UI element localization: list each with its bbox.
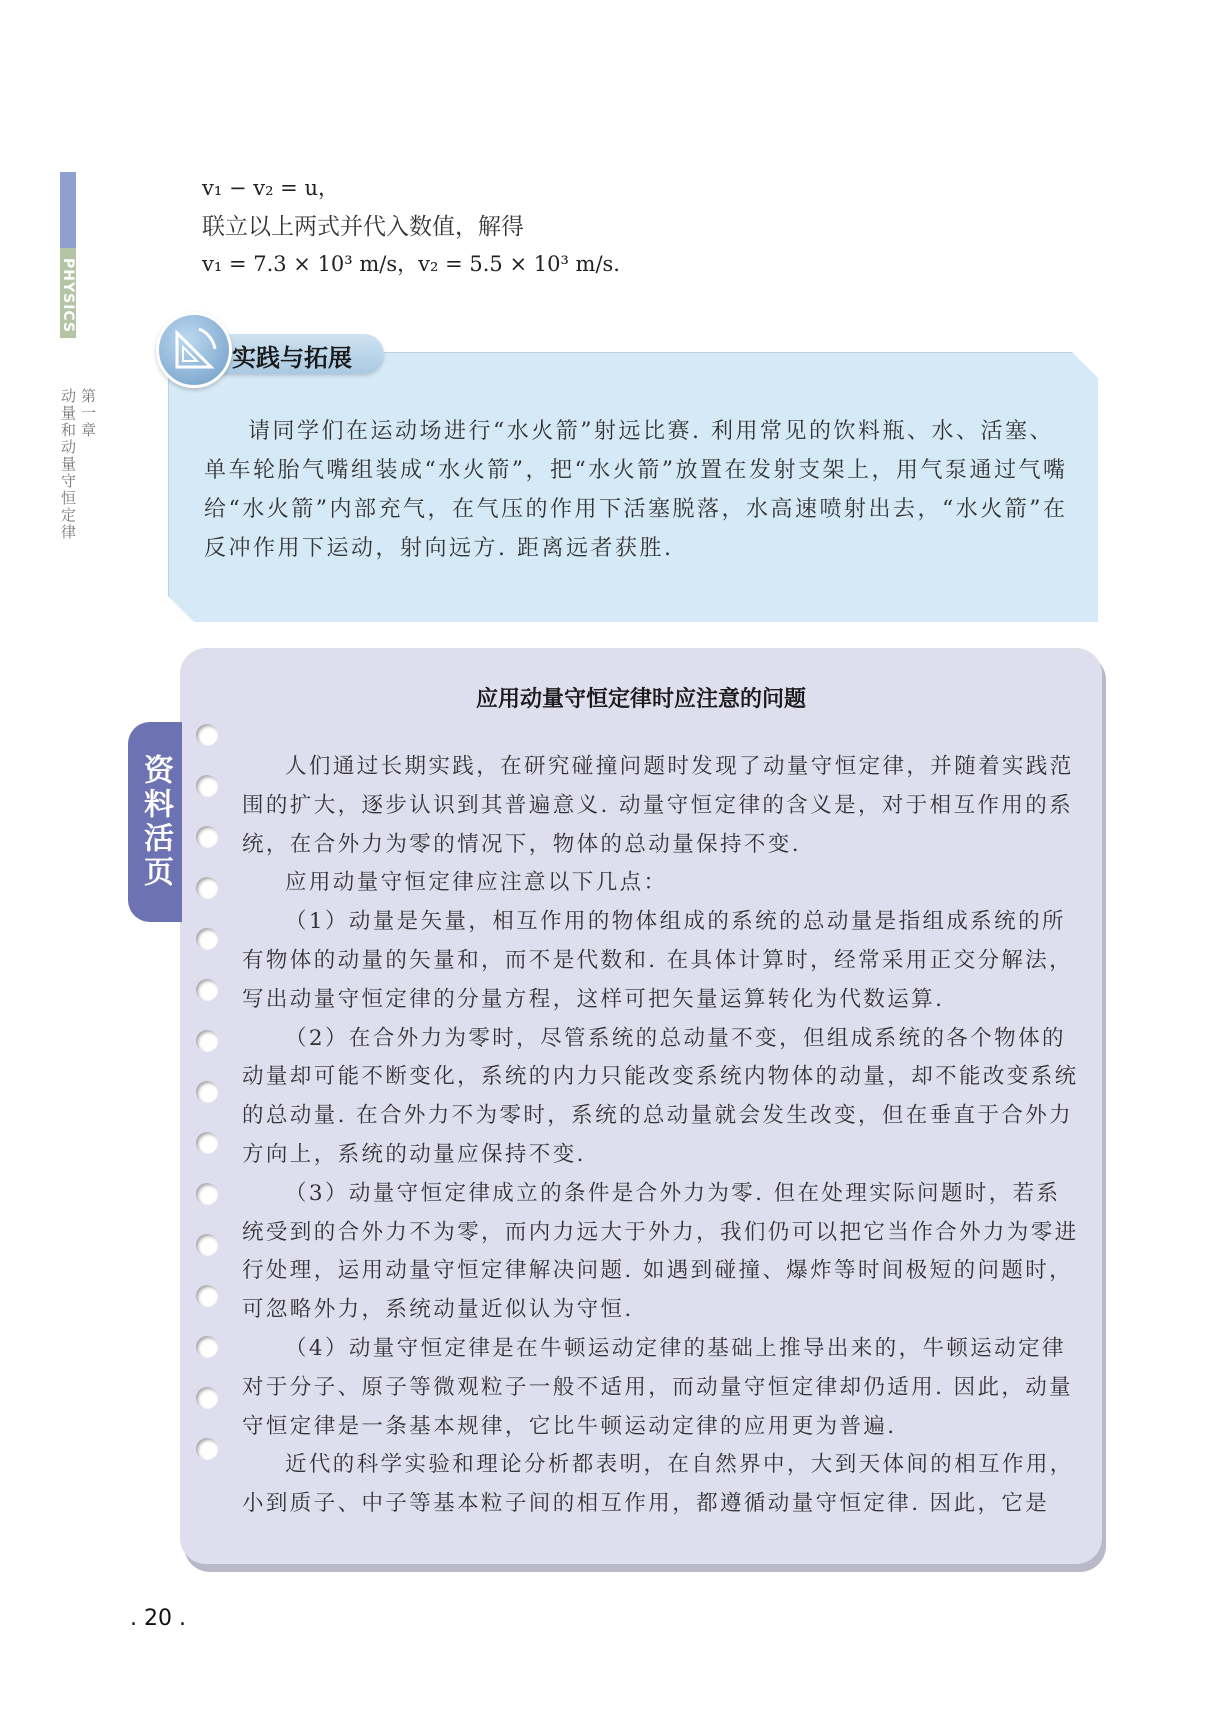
binder-hole (196, 1183, 218, 1205)
binder-hole (196, 1336, 218, 1358)
binder-hole (196, 877, 218, 899)
binder-hole (196, 1234, 218, 1256)
card-paragraph: （3）动量守恒定律成立的条件是合外力为零. 但在处理实际问题时，若系统受到的合外力不为零，而内力远大于外力，我们仍可以把它当作合外力为零进行处理，运用动量守恒定律解决问题. 如遇到碰撞、爆炸等时间极短的问题时，可忽略外力，系统动量近似认为守恒. (242, 1180, 1079, 1323)
binder-hole (196, 1438, 218, 1460)
practice-title: 实践与拓展 (232, 344, 352, 372)
equation-result: v₁ = 7.3 × 10³ m/s，v₂ = 5.5 × 10³ m/s. (202, 252, 620, 276)
card-paragraph: （2）在合外力为零时，尽管系统的总动量不变，但组成系统的各个物体的动量却可能不断变化，系统的内力只能改变系统内物体的动量，却不能改变系统的总动量. 在合外力不为零时，系统的总动量就会发生改变，但在垂直于合外力方向上，系统的动量应保持不变. (242, 1025, 1079, 1167)
subject-label: PHYSICS (60, 258, 76, 334)
card-paragraph: （4）动量守恒定律是在牛顿运动定律的基础上推导出来的，牛顿运动定律对于分子、原子等微观粒子一般不适用，而动量守恒定律却仍适用. 因此，动量守恒定律是一条基本规律，它比牛顿运动定律的应用更为普遍. (242, 1335, 1074, 1439)
binder-hole (196, 724, 218, 746)
binder-hole (196, 1081, 218, 1103)
chapter-title: 动量和动量守恒定律 (59, 388, 77, 541)
page-number: . 20 . (130, 1606, 186, 1631)
binder-hole (196, 826, 218, 848)
card-paragraph: 人们通过长期实践，在研究碰撞问题时发现了动量守恒定律，并随着实践范围的扩大，逐步认识到其普遍意义. 动量守恒定律的含义是，对于相互作用的系统，在合外力为零的情况下，物体的总动量保持不变. (242, 754, 1074, 857)
chapter-label (58, 388, 98, 557)
binder-hole (196, 1285, 218, 1307)
equation-1: v₁ − v₂ = u， (202, 176, 339, 200)
info-card-body (242, 748, 1080, 1524)
binder-hole (196, 928, 218, 950)
binder-hole (196, 1387, 218, 1409)
practice-paragraph: 请同学们在运动场进行“水火箭”射远比赛. 利用常见的饮料瓶、水、活塞、单车轮胎气嘴组装成“水火箭”，把“水火箭”放置在发射支架上，用气泵通过气嘴给“水火箭”内部充气，在气压的作用下活塞脱落，水高速喷射出去，“水火箭”在反冲作用下运动，射向远方. 距离远者获胜. (204, 419, 1068, 561)
binder-hole (196, 979, 218, 1001)
card-paragraph: （1）动量是矢量，相互作用的物体组成的系统的总动量是指组成系统的所有物体的动量的矢量和，而不是代数和. 在具体计算时，经常采用正交分解法，写出动量守恒定律的分量方程，这样可把矢量运算转化为代数运算. (242, 909, 1074, 1012)
chapter-number: 第一章 (79, 388, 97, 439)
solution-intro: 联立以上两式并代入数值，解得 (202, 214, 524, 240)
info-card-title: 应用动量守恒定律时应注意的问题 (475, 687, 806, 712)
practice-text (204, 412, 1074, 568)
ruler-triangle-icon (156, 312, 232, 388)
binder-hole (196, 775, 218, 797)
binder-hole (196, 1132, 218, 1154)
card-paragraph: 近代的科学实验和理论分析都表明，在自然界中，大到天体间的相互作用，小到质子、中子等基本粒子间的相互作用，都遵循动量守恒定律. 因此，它是 (242, 1452, 1074, 1517)
card-paragraph: 应用动量守恒定律应注意以下几点： (285, 870, 668, 896)
info-card-tab: 资料活页 (128, 722, 182, 922)
binder-hole (196, 1030, 218, 1052)
